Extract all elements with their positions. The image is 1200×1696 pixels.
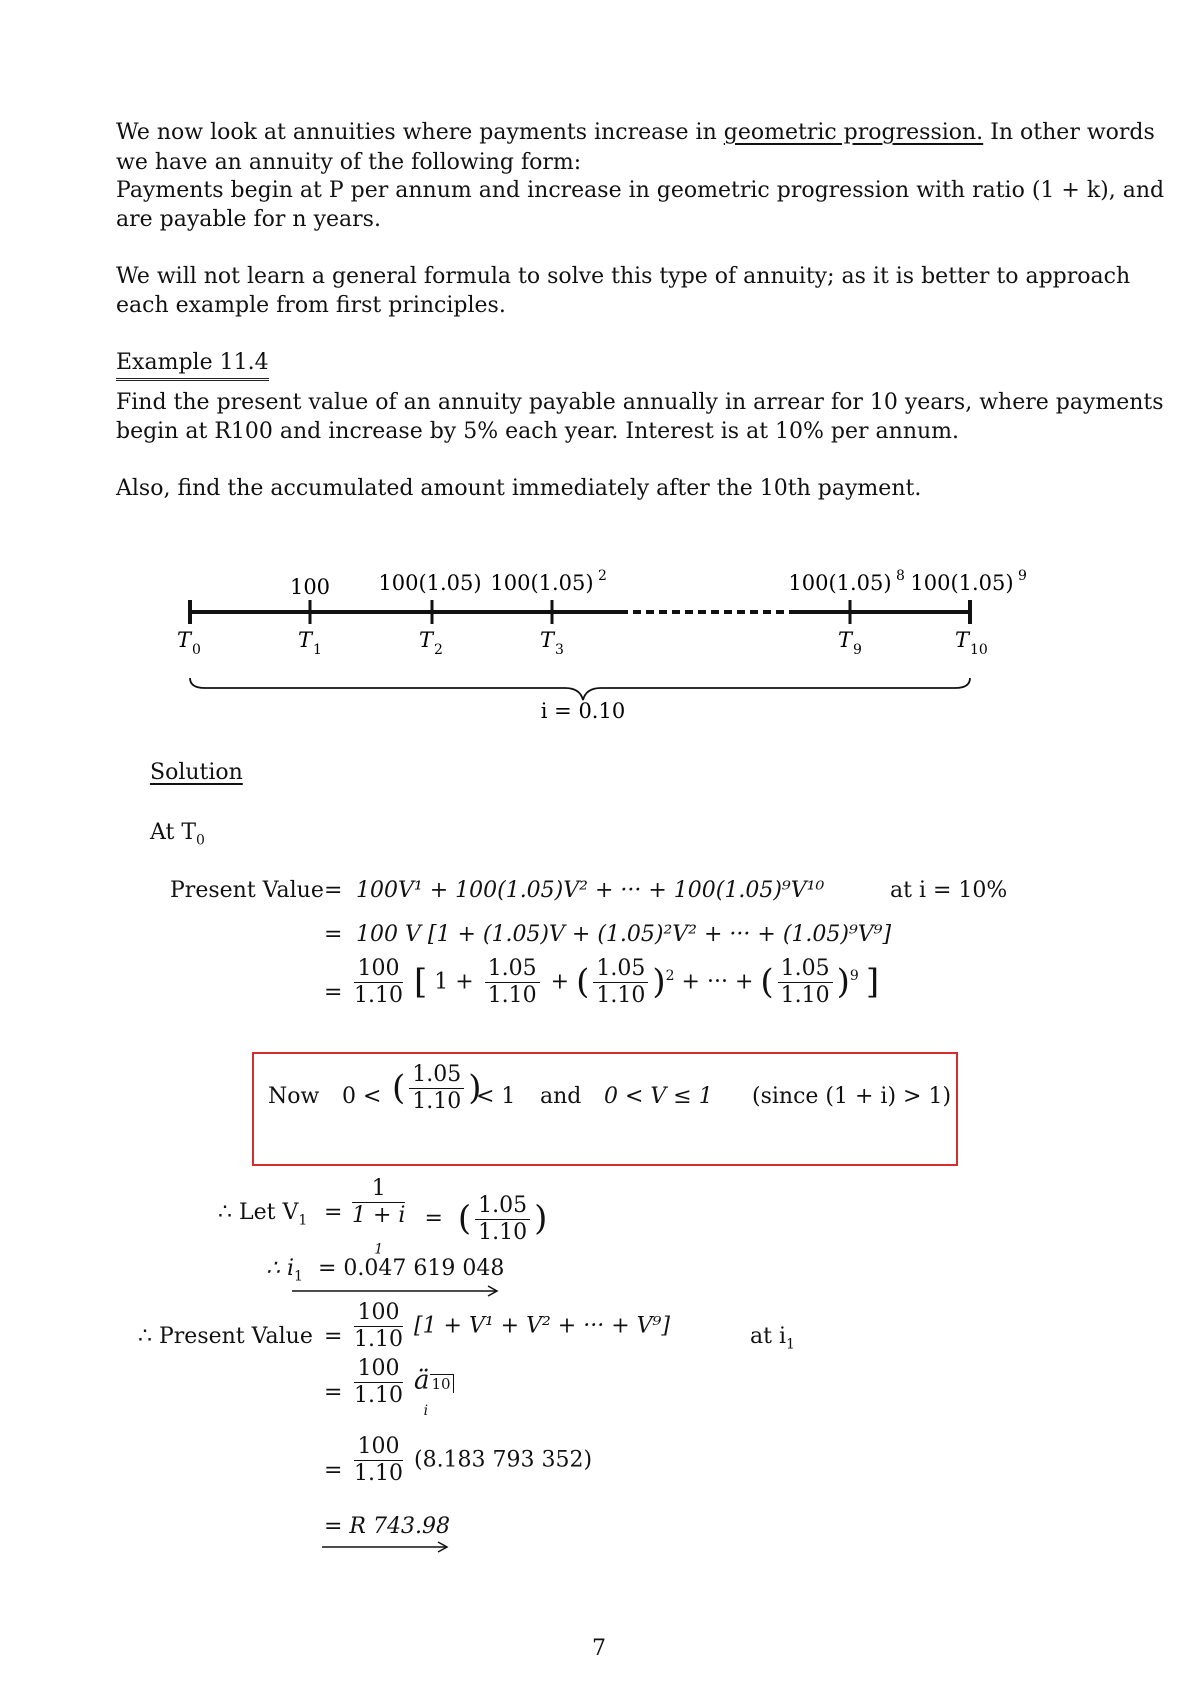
intro-line-2: we have an annuity of the following form: xyxy=(116,150,582,175)
pv2-label: ∴ Present Value xyxy=(138,1324,313,1349)
eq-sign-6: = xyxy=(324,1458,343,1483)
time-sub-0: 0 xyxy=(192,642,201,658)
brace-curve xyxy=(190,678,970,700)
let-v1-label: ∴ Let $V_1$ xyxy=(218,1200,308,1229)
box-v-condition: 0 < V ≤ 1 xyxy=(604,1084,713,1109)
payment-9: 100(1.05) xyxy=(788,571,892,595)
intro-line-1: We now look at annuities where payments increase in geometric progression. In other words xyxy=(116,120,1155,145)
fraction-105-over-110: $\frac{1.05}{1.10}$ xyxy=(485,956,540,1009)
fraction-squared: $\frac{1.05}{1.10}$ xyxy=(593,956,648,1009)
solution-title: Solution xyxy=(150,760,243,785)
eq-sign-let: = xyxy=(324,1200,343,1225)
box-zero-lt: 0 < xyxy=(342,1084,382,1109)
pv2-rate-note: at $i_1$ xyxy=(750,1324,795,1353)
example-line-3: Also, find the accumulated amount immediately after the 10th payment. xyxy=(116,476,922,501)
time-sub-1: 1 xyxy=(313,642,322,658)
final-answer: = R 743.98 xyxy=(324,1514,450,1539)
pv-expression-1: 100V¹ + 100(1.05)V² + ··· + 100(1.05)⁹V¹⁰ xyxy=(356,878,825,903)
example-line-2: begin at R100 and increase by 5% each year. Interest is at 10% per annum. xyxy=(116,419,960,444)
time-sub-2: 2 xyxy=(434,642,443,658)
payment-9-exponent: 8 xyxy=(896,568,905,584)
time-label-0: T xyxy=(177,628,192,652)
payment-3: 100(1.05) xyxy=(490,571,594,595)
at-t0-label: At $T_0$ xyxy=(150,820,205,849)
answer-arrow xyxy=(322,1540,454,1554)
pv-expression-3: $\frac{100}{1.10}$ [ 1 + $\frac{1.05}{1.10}$ + ( $\frac{1.05}{1.10}$ )$^2$ + ··· + ( $\frac{1.05}{1.10}$ )$^9$ ] xyxy=(354,956,880,1008)
payment-2: 100(1.05) xyxy=(378,571,482,595)
time-sub-3: 3 xyxy=(555,642,564,658)
fraction-100-over-110: $\frac{100}{1.10}$ xyxy=(354,956,403,1008)
i1-value: = 0.047 619 048 xyxy=(318,1256,505,1281)
annuity-expression: $\frac{100}{1.10}$ ä $10_i$ xyxy=(350,1356,458,1409)
time-label-9: T xyxy=(838,628,853,652)
factor-expression: $\frac{100}{1.10}$ (8.183 793 352) xyxy=(354,1434,593,1486)
time-label-10: T xyxy=(955,628,970,652)
eq-sign-5: = xyxy=(324,1380,343,1405)
geometric-progression-term: geometric progression. xyxy=(723,120,984,145)
time-sub-10: 10 xyxy=(970,642,988,658)
eq-sign-3: = xyxy=(324,980,343,1005)
payment-10: 100(1.05) xyxy=(910,571,1014,595)
interest-rate-label: i = 0.10 xyxy=(540,699,626,723)
box-now: Now xyxy=(268,1084,320,1109)
box-and: and xyxy=(540,1084,582,1109)
i1-result-arrow xyxy=(292,1284,504,1298)
eq-sign-2: = xyxy=(324,922,343,947)
example-line-1: Find the present value of an annuity payable annually in arrear for 10 years, where payments xyxy=(116,390,1164,415)
payment-3-exponent: 2 xyxy=(598,568,607,584)
time-label-1: T xyxy=(298,628,313,652)
time-label-3: T xyxy=(540,628,555,652)
page-number: 7 xyxy=(592,1636,606,1661)
rate-note-1: at i = 10% xyxy=(890,878,1008,903)
intro-line-3: Payments begin at P per annum and increase in geometric progression with ratio (1 + k), and xyxy=(116,178,1165,203)
pv2-expression: $\frac{100}{1.10}$ [1 + V¹ + V² + ··· + V⁹] xyxy=(354,1300,670,1352)
pv-expression-2: 100 V [1 + (1.05)V + (1.05)²V² + ··· + (1.05)⁹V⁹] xyxy=(356,922,892,947)
eq-sign-4: = xyxy=(324,1324,343,1349)
time-sub-9: 9 xyxy=(853,642,862,658)
payment-10-exponent: 9 xyxy=(1018,568,1027,584)
box-lt-one: < 1 xyxy=(476,1084,516,1109)
payment-1: 100 xyxy=(289,575,331,599)
intro-line-6: each example from first principles. xyxy=(116,293,506,318)
let-fraction: 1 1 + i $_1$ = ( $\frac{1.05}{1.10}$ ) xyxy=(352,1176,548,1258)
box-fraction: ( $\frac{1.05}{1.10}$ ) xyxy=(392,1062,482,1114)
timeline-diagram xyxy=(0,560,1200,730)
pv-label: Present Value xyxy=(170,878,324,903)
i1-line: ∴ $i_1$ xyxy=(266,1256,303,1285)
box-since: (since (1 + i) > 1) xyxy=(752,1084,952,1109)
time-label-2: T xyxy=(419,628,434,652)
intro-line-5: We will not learn a general formula to solve this type of annuity; as it is better to approach xyxy=(116,264,1131,289)
intro-line-4: are payable for n years. xyxy=(116,207,381,232)
fraction-ninth: $\frac{1.05}{1.10}$ xyxy=(778,956,833,1009)
eq-sign-1: = xyxy=(324,878,343,903)
example-title: Example 11.4 xyxy=(116,348,269,381)
